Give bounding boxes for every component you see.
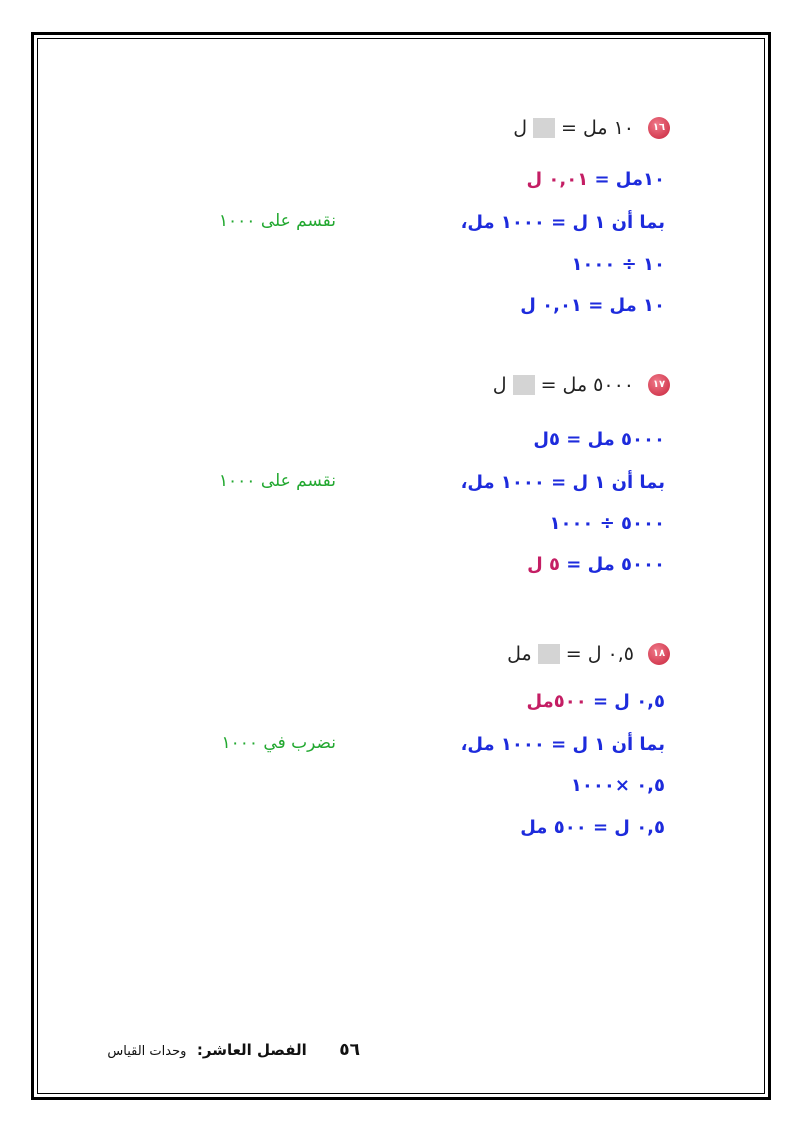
answer-blank (538, 644, 560, 664)
step-line (520, 294, 665, 318)
step-line (571, 253, 665, 277)
question-unit: ل (513, 117, 527, 139)
answer-highlight: ٠,٠١ ل (526, 169, 589, 190)
page-number: ٥٦ (339, 1040, 360, 1060)
question-number-badge: ١٨ (648, 643, 670, 665)
method-note: نقسم على ١٠٠٠ (218, 211, 336, 231)
step-text: ٥٠٠٠ ÷ ١٠٠٠ (549, 513, 665, 534)
step-text: بما أن ١ ل = ١٠٠٠ مل، (460, 212, 665, 233)
question-unit: مل (507, 643, 532, 665)
answer-highlight: ٥ ل (527, 554, 560, 575)
step-text: بما أن ١ ل = ١٠٠٠ مل، (460, 734, 665, 755)
question-number-badge: ١٦ (648, 117, 670, 139)
step-text: ٠,٥ ل = (586, 691, 665, 712)
question-line (513, 116, 670, 140)
question-unit: ل (492, 374, 507, 396)
question-line (493, 373, 670, 397)
question-line (507, 642, 670, 666)
method-note: نقسم على ١٠٠٠ (218, 471, 336, 491)
step-line (527, 690, 666, 714)
step-line (571, 774, 665, 798)
question-text: ١٠ مل = (561, 117, 634, 139)
step-text: ٥٠٠٠ مل = ٥ل (533, 429, 665, 450)
method-note: نضرب في ١٠٠٠ (221, 733, 336, 753)
answer-blank (533, 118, 555, 138)
step-text: بما أن ١ ل = ١٠٠٠ مل، (460, 472, 665, 493)
answer-highlight: ٥٠٠مل (526, 691, 587, 712)
step-text: ١٠ ÷ ١٠٠٠ (571, 254, 665, 275)
page-footer (60, 1040, 360, 1060)
step-line (461, 733, 665, 757)
step-line (527, 168, 666, 192)
step-line (549, 512, 665, 536)
question-text: ٥٠٠٠ مل = (540, 374, 634, 396)
step-text: ٠,٥ ل = ٥٠٠ مل (520, 817, 665, 838)
question-number-badge: ١٧ (648, 374, 670, 396)
chapter-title: الفصل العاشر: (196, 1041, 307, 1059)
step-line (461, 211, 665, 235)
step-line (520, 816, 665, 840)
step-line (461, 471, 665, 495)
step-text: ١٠مل = (588, 169, 665, 190)
answer-blank (513, 375, 535, 395)
step-text: ٥٠٠٠ مل = (559, 554, 665, 575)
step-line (527, 553, 665, 577)
step-line (533, 428, 665, 452)
step-text: ١٠ مل = ٠,٠١ ل (520, 295, 665, 316)
step-text: ٠,٥ ×١٠٠٠ (570, 775, 665, 796)
chapter-topic: وحدات القياس (107, 1044, 187, 1059)
question-text: ٠,٥ ل = (565, 643, 634, 665)
